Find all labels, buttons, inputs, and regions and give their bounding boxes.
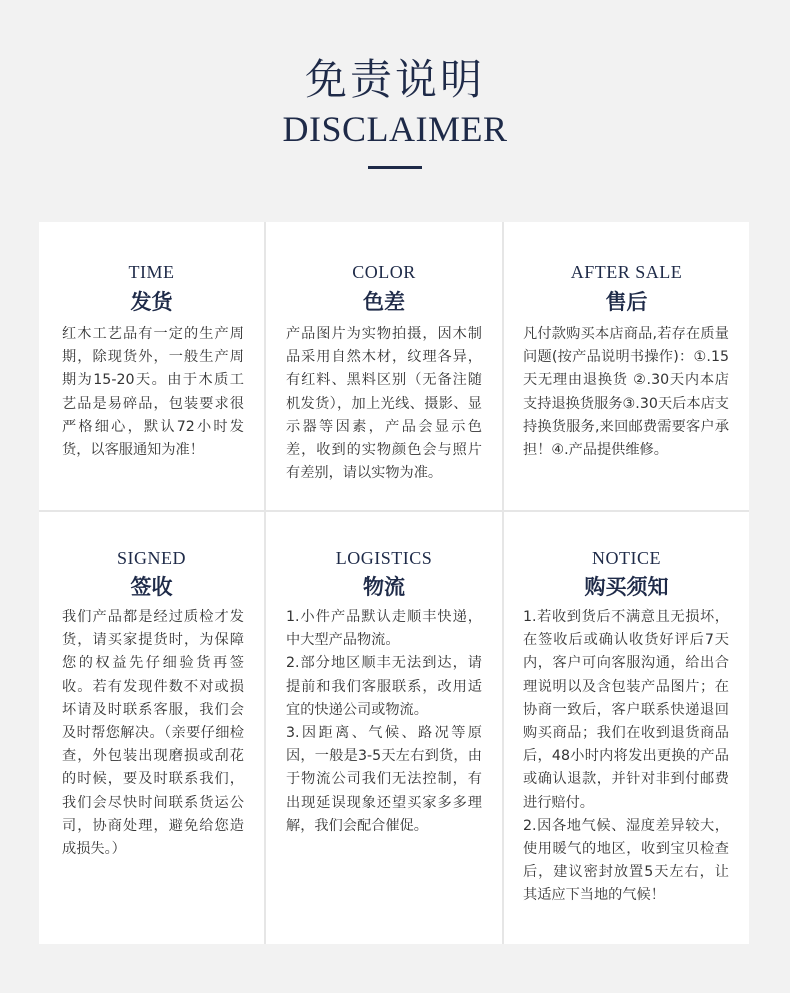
card-body: 1.若收到货后不满意且无损坏，在签收后或确认收货好评后7天内，客户可向客服沟通，给出合理说明以及含包装产品图片；在协商一致后，客户联系快递退回购买商品；我们在收到退货商品后，48小时内将发出更换的产品或确认退款，并针对非到付邮费进行赔付。 2.因各地气候、湿度差异较大，使用暖气的地区，收到宝贝检查后，建议密封放置5天左右，让其适应下当地的气候！ [523, 609, 729, 904]
card-body: 产品图片为实物拍摄，因木制品采用自然木材，纹理各异，有红料、黑料区别（无备注随机发货），加上光线、摄影、显示器等因素，产品会显示色差，收到的实物颜色会与照片有差别，请以实物为准。 [286, 326, 482, 482]
card-heading-en: SIGNED [117, 548, 186, 568]
card-heading-en: TIME [128, 262, 175, 282]
card-heading-cn: 色差 [363, 290, 405, 314]
card-body: 红木工艺品有一定的生产周期，除现货外，一般生产周期为15-20天。由于木质工艺品是易碎品，包装要求很严格细心，默认72小时发货，以客服通知为准！ [62, 326, 244, 459]
card-body: 1.小件产品默认走顺丰快递，中大型产品物流。 2.部分地区顺丰无法到达，请提前和我们客服联系，改用适宜的快递公司或物流。 3.因距离、气候、路况等原因，一般是3-5天左右到货，由于物流公司我们无法控制，有出现延误现象还望买家多多理解，我们会配合催促。 [286, 609, 482, 834]
page-title: 免责说明 [304, 55, 485, 104]
card-logistics [266, 512, 502, 944]
card-heading-cn: 购买须知 [584, 575, 669, 599]
card-heading-cn: 发货 [130, 290, 173, 314]
title-divider [368, 166, 422, 169]
card-after-sale [504, 222, 749, 510]
card-body: 凡付款购买本店商品,若存在质量问题(按产品说明书操作)：①.15 天无理由退换货 ②.30天内本店支持退换货服务③.30天后本店支持换货服务,来回邮费需要客户承担！④.产品提供维修。 [523, 326, 729, 459]
card-heading-en: LOGISTICS [335, 548, 433, 568]
card-heading-en: COLOR [352, 262, 416, 282]
card-body: 我们产品都是经过质检才发货，请买家提货时，为保障您的权益先仔细验货再签收。若有发现件数不对或损坏请及时联系客服，我们会及时帮您解决。（亲要仔细检查，外包装出现磨损或刮花的时候，要及时联系我们，我们会尽快时间联系货运公司，协商处理，避免给您造成损失。） [62, 609, 244, 858]
info-grid [39, 222, 749, 944]
card-time [39, 222, 264, 510]
header [0, 0, 790, 222]
card-signed [39, 512, 264, 944]
card-heading-cn: 签收 [130, 575, 173, 599]
card-color [266, 222, 502, 510]
card-heading-en: AFTER SALE [570, 262, 683, 282]
card-heading-en: NOTICE [592, 548, 661, 568]
card-heading-cn: 物流 [363, 575, 405, 599]
page-subtitle: DISCLAIMER [282, 109, 508, 149]
card-heading-cn: 售后 [605, 290, 648, 314]
card-notice [504, 512, 749, 944]
